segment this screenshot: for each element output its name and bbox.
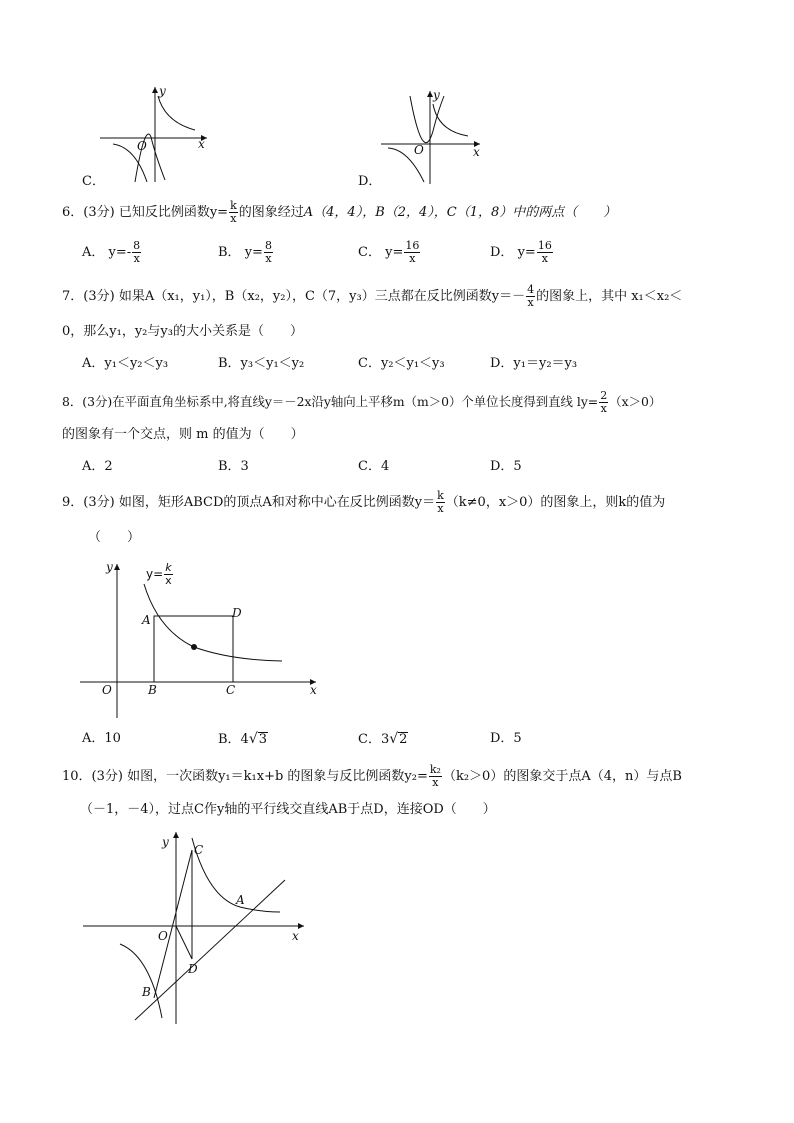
q6-suffix: 的图象经过 bbox=[238, 205, 304, 220]
svg-text:y: y bbox=[106, 560, 113, 574]
svg-text:A: A bbox=[236, 893, 245, 907]
svg-text:C: C bbox=[194, 843, 204, 857]
q9-option-b[interactable]: B．4√3 bbox=[218, 731, 268, 747]
svg-text:O: O bbox=[102, 683, 112, 697]
q8-option-d[interactable]: D．5 bbox=[490, 459, 522, 474]
q8-option-c[interactable]: C．4 bbox=[358, 459, 390, 474]
q10-figure bbox=[80, 828, 310, 1028]
question-7-line2: 0，那么y₁，y₂与y₃的大小关系是（ ） bbox=[62, 324, 303, 339]
svg-text:x: x bbox=[310, 683, 317, 697]
question-8: 8．(3分)在平面直角坐标系中,将直线y＝－2x沿y轴向上平移m（m＞0）个单位长度得到直线 ly= $\frac{2}{x}$ （x＞0） bbox=[62, 389, 662, 415]
graph-d-label: D． bbox=[358, 174, 382, 189]
question-7: 7．(3分) 如果A（x₁，y₁），B（x₂，y₂），C（7，y₃）三点都在反比例函数y＝－ $\frac{4}{x}$ 的图象上，其中 x₁＜x₂＜ bbox=[62, 283, 683, 309]
graph-d-y-label: y bbox=[433, 88, 440, 102]
graph-c-label: C． bbox=[82, 174, 105, 189]
q6-option-d[interactable]: D． y= $\frac{16}{x}$ bbox=[490, 239, 552, 265]
svg-text:D: D bbox=[188, 962, 198, 976]
q7-option-a[interactable]: A．y₁＜y₂＜y₃ bbox=[82, 356, 169, 371]
graph-d-origin: O bbox=[414, 143, 424, 157]
svg-text:B: B bbox=[148, 683, 157, 697]
question-10: 10．(3分) 如图，一次函数y₁＝k₁x+b 的图象与反比例函数y₂= $\frac{\text{k₂}}{x}$ （k₂＞0）的图象交于点A（4，n）与点B bbox=[62, 763, 682, 789]
svg-text:A: A bbox=[142, 613, 151, 627]
graph-d-x-label: x bbox=[473, 145, 480, 159]
q7-option-d[interactable]: D．y₁＝y₂＝y₃ bbox=[490, 356, 578, 371]
graph-c-origin: O bbox=[137, 139, 147, 153]
q7-option-c[interactable]: C．y₂＜y₁＜y₃ bbox=[358, 356, 445, 371]
question-9-line2: （ ） bbox=[88, 530, 141, 545]
q6-prefix: 6．(3分) 已知反比例函数 bbox=[62, 205, 210, 220]
svg-text:C: C bbox=[226, 683, 236, 697]
q6-fraction: $\frac{k}{x}$ bbox=[230, 199, 237, 225]
q8-option-a[interactable]: A．2 bbox=[82, 459, 113, 474]
svg-text:D: D bbox=[232, 606, 242, 620]
graph-c-y-label: y bbox=[159, 84, 166, 98]
q6-option-c[interactable]: C． y= $\frac{16}{x}$ bbox=[358, 239, 420, 265]
question-9: 9．(3分) 如图，矩形ABCD的顶点A和对称中心在反比例函数y＝ $\frac{k}{x}$ （k≠0，x＞0）的图象上，则k的值为 bbox=[62, 489, 666, 515]
q9-option-a[interactable]: A．10 bbox=[82, 731, 121, 746]
q8-option-b[interactable]: B．3 bbox=[218, 459, 249, 474]
q9-figure-function: y= $\frac{k}{x}$ bbox=[146, 561, 172, 587]
graph-d-figure bbox=[378, 86, 488, 186]
q9-option-d[interactable]: D．5 bbox=[490, 731, 522, 746]
svg-text:x: x bbox=[292, 929, 299, 943]
q6-option-b[interactable]: B． y= $\frac{8}{x}$ bbox=[218, 239, 272, 265]
question-8-line2: 的图象有一个交点，则 m 的值为（ ） bbox=[62, 427, 304, 442]
svg-text:y: y bbox=[162, 835, 169, 849]
q6-y-eq: y= bbox=[209, 205, 229, 220]
q9-figure bbox=[80, 558, 325, 720]
svg-text:B: B bbox=[142, 985, 151, 999]
q9-option-c[interactable]: C．3√2 bbox=[358, 731, 408, 747]
question-10-line2: （－1，－4），过点C作y轴的平行线交直线AB于点D，连接OD（ ） bbox=[80, 802, 496, 817]
graph-c-x-label: x bbox=[198, 137, 205, 151]
question-6 bbox=[62, 200, 616, 225]
q7-option-b[interactable]: B．y₃＜y₁＜y₂ bbox=[218, 356, 305, 371]
svg-text:O: O bbox=[158, 929, 168, 943]
q6-points: A（4，4），B（2，4），C（1，8）中的两点（ ） bbox=[303, 205, 617, 220]
graph-c-figure bbox=[95, 82, 215, 187]
q6-option-a[interactable]: A． y=- $\frac{8}{x}$ bbox=[82, 239, 141, 265]
